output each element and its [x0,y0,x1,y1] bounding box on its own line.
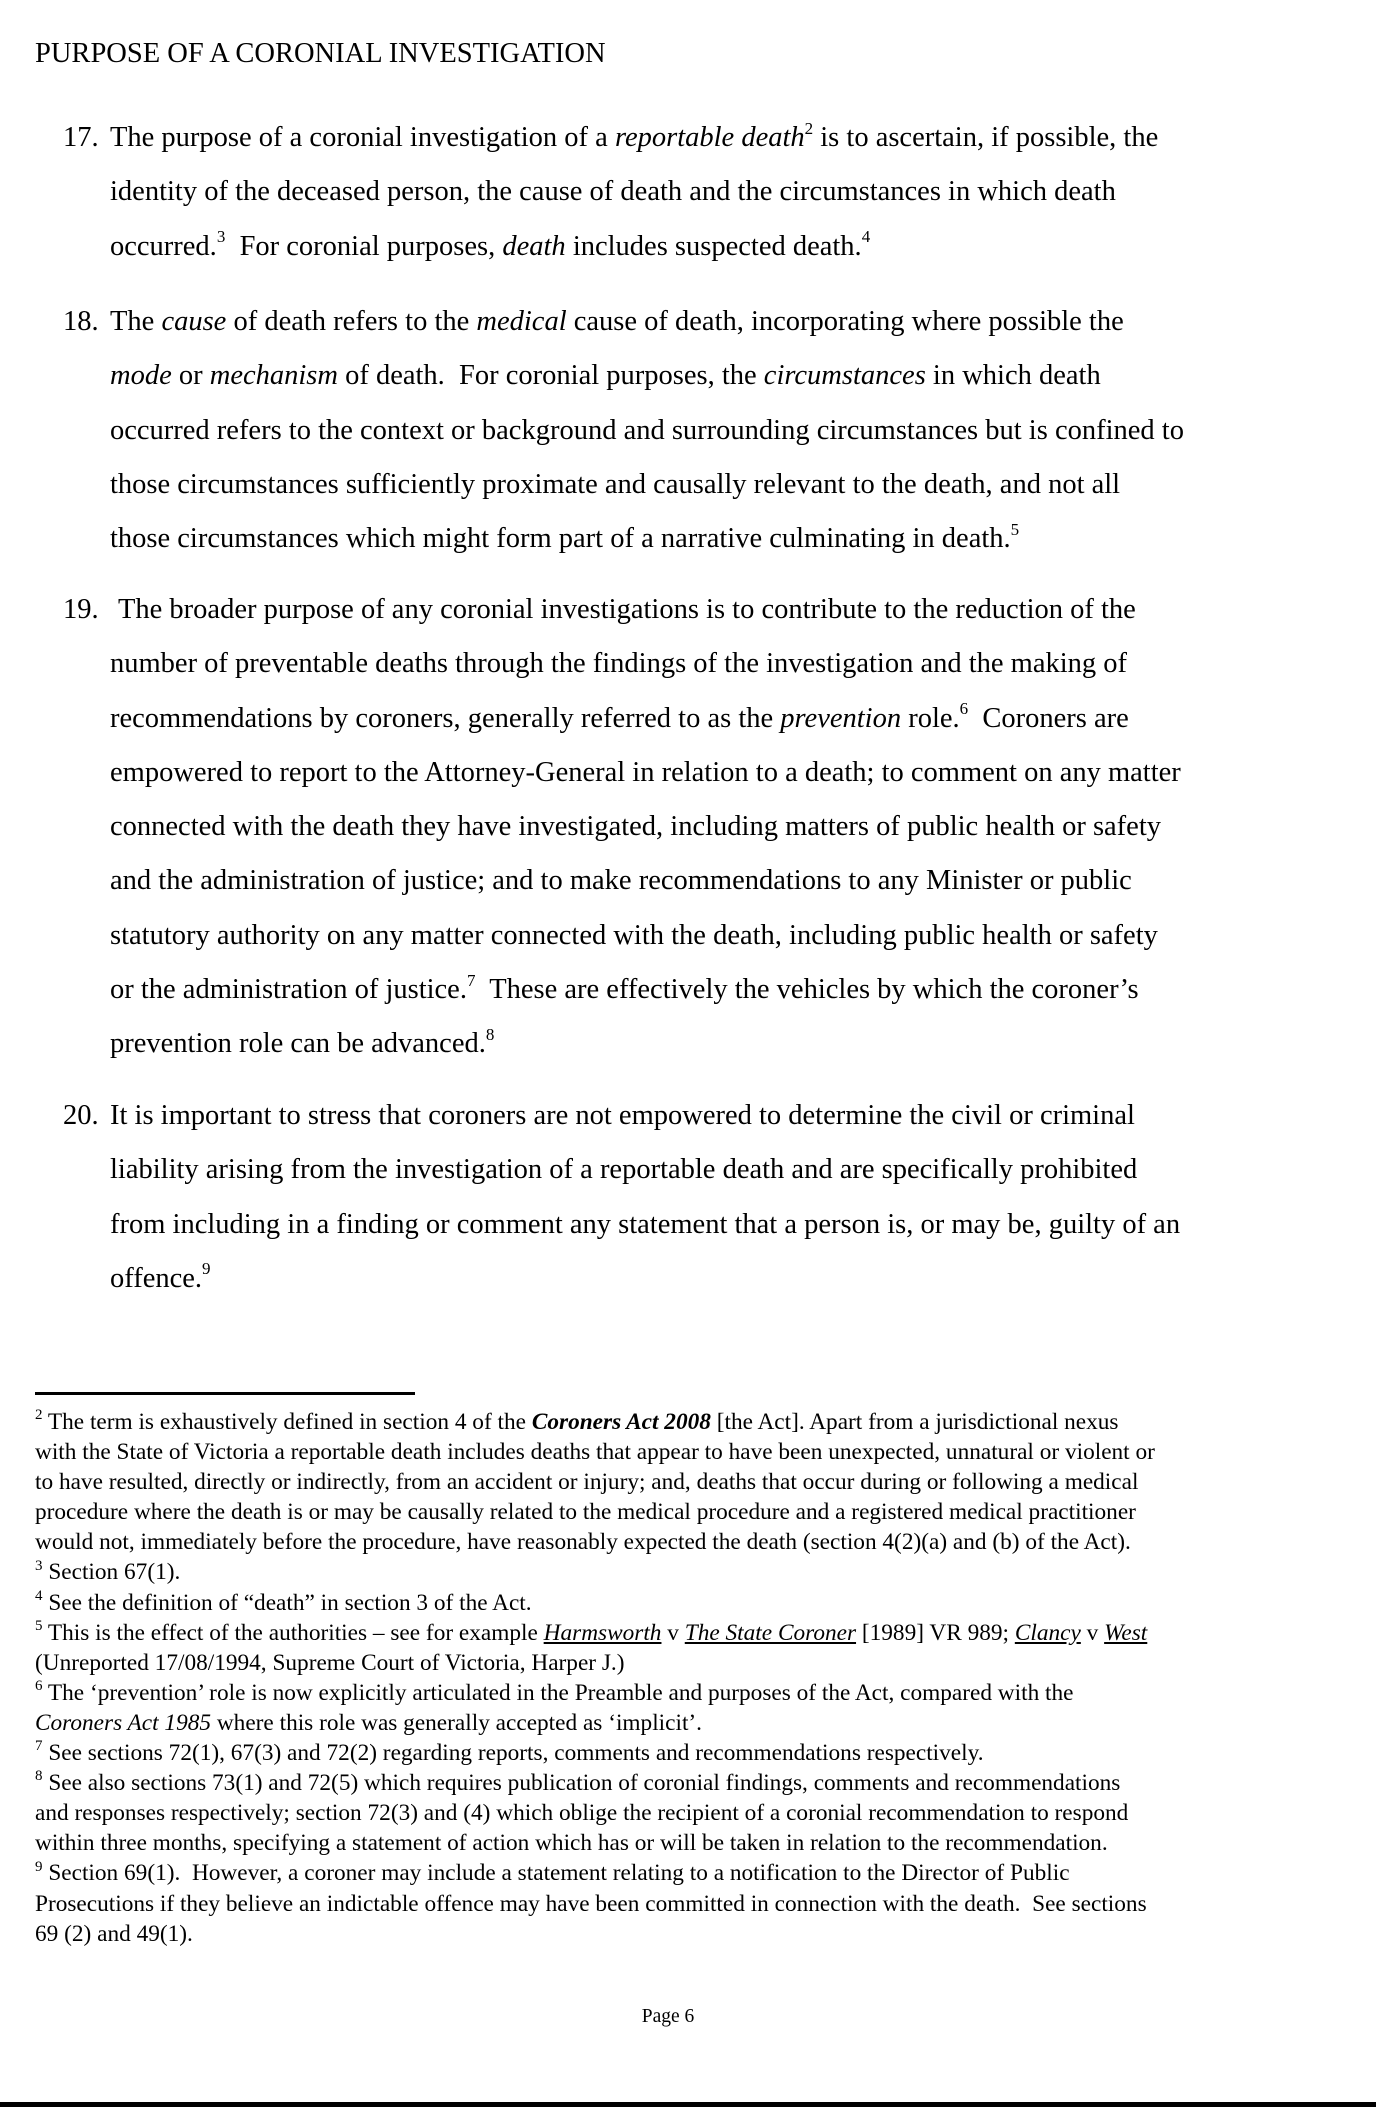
footnote-line [35,1618,1155,1648]
paragraph-line [110,746,1181,800]
paragraph-body [110,111,1158,274]
text-run: to have resulted, directly or indirectly, from an accident or injury; and, deaths that occur during or following a medical [35,1469,1139,1496]
paragraph-line [110,295,1184,349]
paragraph-number: 19. [63,594,99,625]
paragraph-number: 17. [63,122,99,153]
case-name [544,1620,662,1646]
paragraph-line [110,1017,1181,1071]
emphasized-text: cause [161,306,227,337]
text-run: statutory authority on any matter connected with the death, including public health or safety [110,919,1158,951]
emphasized-text: mechanism [209,360,338,392]
paragraph-line [110,165,1158,219]
footnote-line [35,1588,1155,1618]
text-run: occurred refers to the context or background and surrounding circumstances but is confined to [110,414,1184,446]
footnote-number: 9 [35,1858,43,1875]
case-name-text: The State Coroner [684,1619,857,1646]
text-run: For coronial purposes, [225,230,503,262]
paragraph-line [110,111,1158,165]
paragraph-line [110,349,1184,403]
footnote-reference[interactable]: 5 [1010,519,1020,539]
paragraph-line [110,1198,1180,1252]
text-run: and responses respectively; section 72(3) and (4) which oblige the recipient of a coronial recommendation to respond [35,1800,1129,1827]
text-run: occurred. [110,230,217,262]
text-run: includes suspected death. [565,230,862,262]
footnote-line [35,1828,1155,1858]
text-run: Section 69(1). However, a coroner may include a statement relating to a notification to the Director of Public [42,1860,1070,1887]
footnote-line [35,1798,1155,1828]
case-name-text: Clancy [1014,1619,1081,1646]
text-run: v [1080,1619,1105,1646]
emphasized-text: Coroners Act 1985 [35,1709,212,1736]
text-run: The purpose of a coronial investigation of a [110,122,615,153]
section-heading: PURPOSE OF A CORONIAL INVESTIGATION [35,38,606,69]
text-run: It is important to stress that coroners are not empowered to determine the civil or criminal [110,1100,1135,1131]
paragraph-line [110,1089,1180,1143]
text-run: v [661,1619,685,1646]
footnote-line [35,1527,1155,1557]
footnote-separator [35,1392,415,1395]
text-run: procedure where the death is or may be causally related to the medical procedure and a registered medical practitioner [35,1499,1136,1526]
emphasized-text: circumstances [763,360,926,392]
text-run: Prosecutions if they believe an indictable offence may have been committed in connection with the death. See sections [35,1890,1147,1917]
text-run: These are effectively the vehicles by which the coroner’s [475,974,1139,1006]
text-run: from including in a finding or comment any statement that a person is, or may be, guilty of an [110,1208,1181,1240]
emphasized-text: reportable death [614,122,805,153]
text-run: of death refers to the [226,306,477,337]
paragraph-line [110,909,1181,963]
footnote-number: 8 [35,1768,43,1785]
paragraph-body [110,1089,1180,1306]
text-run: identity of the deceased person, the cause of death and the circumstances in which death [110,176,1116,208]
footnote-line [35,1919,1155,1949]
text-run: connected with the death they have investigated, including matters of public health or safety [110,811,1161,843]
paragraph-line [110,800,1181,854]
text-run: The broader purpose of any coronial investigations is to contribute to the reduction of the [118,594,1136,625]
text-run: those circumstances sufficiently proximate and causally relevant to the death, and not all [110,468,1121,500]
footnote-line [35,1467,1155,1497]
text-run: those circumstances which might form part of a narrative culminating in death. [110,523,1011,555]
footnote-line [35,1678,1155,1708]
text-run: See also sections 73(1) and 72(5) which requires publication of coronial findings, comments and recommendations [42,1770,1121,1797]
footnote-line [35,1889,1155,1919]
text-run: See sections 72(1), 67(3) and 72(2) regarding reports, comments and recommendations respectively. [42,1740,984,1767]
paragraph-line [118,583,1181,637]
text-run: Coroners are [968,702,1129,734]
paragraph-line [110,963,1181,1017]
footnote-line [35,1497,1155,1527]
footnote-number: 3 [35,1557,43,1574]
emphasized-text: medical [476,306,567,337]
footnote-reference[interactable]: 8 [485,1024,495,1044]
text-run: would not, immediately before the procedure, have reasonably expected the death (section 4(2)(a) and (b) of the Act). [35,1529,1131,1556]
text-run: or [171,360,210,392]
paragraph-line [110,1143,1180,1197]
text-run: This is the effect of the authorities – see for example [42,1619,544,1646]
text-run: [the Act]. Apart from a jurisdictional nexus [710,1409,1119,1435]
footnote-reference[interactable]: 9 [202,1259,211,1279]
text-run: (Unreported 17/08/1994, Supreme Court of Victoria, Harper J.) [35,1649,625,1676]
case-name-text: West [1104,1619,1148,1646]
page-bottom-border [0,2102,1376,2107]
footnote-reference[interactable]: 7 [466,970,476,990]
footnote-reference[interactable]: 3 [216,227,226,247]
footnote-reference[interactable]: 2 [804,118,814,138]
paragraph-line [110,404,1184,458]
footnote-number: 2 [35,1407,43,1424]
text-run: [1989] VR 989; [856,1619,1015,1646]
paragraph-line [110,220,1158,274]
case-name [1015,1620,1081,1646]
text-run: 69 (2) and 49(1). [35,1920,193,1947]
paragraph-number: 18. [63,306,99,337]
paragraph-line [110,854,1181,908]
text-run: of death. For coronial purposes, the [337,360,764,392]
case-name-text: Harmsworth [543,1619,662,1646]
text-run: See the definition of “death” in section 3 of the Act. [42,1589,532,1616]
text-run: and the administration of justice; and to make recommendations to any Minister or public [110,865,1132,897]
footnote-reference[interactable]: 4 [861,227,871,247]
footnote-line [35,1738,1155,1768]
text-run: The [110,306,162,337]
text-run: role. [901,702,960,734]
footnote-number: 5 [35,1617,43,1634]
text-run: in which death [925,360,1101,392]
emphasized-text: death [502,230,566,262]
footnote-line [35,1407,1155,1437]
case-name [1104,1620,1147,1646]
act-title: Coroners Act 2008 [531,1409,711,1435]
text-run: or the administration of justice. [110,974,467,1006]
footnote-reference[interactable]: 6 [959,699,969,719]
paragraph-line [110,1252,1180,1306]
footnote-line [35,1708,1155,1738]
footnotes [35,1407,1155,1949]
paragraph-body [110,583,1181,1072]
text-run: with the State of Victoria a reportable death includes deaths that appear to have been unexpected, unnatural or violent or [35,1439,1155,1466]
footnote-line [35,1437,1155,1467]
paragraph-line [110,512,1184,566]
text-run: The term is exhaustively defined in section 4 of the [42,1409,532,1435]
footnote-line [35,1557,1155,1587]
text-run: liability arising from the investigation of a reportable death and are specifically prohibited [110,1154,1138,1186]
text-run: cause of death, incorporating where possible the [566,306,1124,337]
footnote-line [35,1858,1155,1888]
footnote-number: 4 [35,1587,43,1604]
footnote-line [35,1768,1155,1798]
page-number: Page 6 [641,2006,695,2027]
text-run: offence. [110,1262,203,1294]
footnote-line [35,1648,1155,1678]
text-run: empowered to report to the Attorney-General in relation to a death; to comment on any matter [110,756,1181,788]
paragraph-number: 20. [63,1100,99,1131]
text-run: Section 67(1). [42,1559,181,1586]
emphasized-text: mode [110,360,172,392]
text-run: recommendations by coroners, generally referred to as the [110,702,781,734]
paragraph-line [110,692,1181,746]
text-run: where this role was generally accepted as ‘implicit’. [211,1709,703,1736]
footnote-number: 6 [35,1678,43,1695]
text-run: within three months, specifying a statement of action which has or will be taken in relation to the recommendation. [35,1830,1108,1857]
paragraph-body [110,295,1184,566]
paragraph-line [110,637,1181,691]
case-name [685,1620,856,1646]
text-run: number of preventable deaths through the findings of the investigation and the making of [110,648,1128,680]
text-run: prevention role can be advanced. [110,1028,486,1060]
text-run: is to ascertain, if possible, the [813,122,1159,153]
text-run: The ‘prevention’ role is now explicitly articulated in the Preamble and purposes of the Act, compared with the [42,1679,1074,1706]
paragraph-line [110,458,1184,512]
emphasized-text: prevention [780,702,902,734]
footnote-number: 7 [35,1738,43,1755]
